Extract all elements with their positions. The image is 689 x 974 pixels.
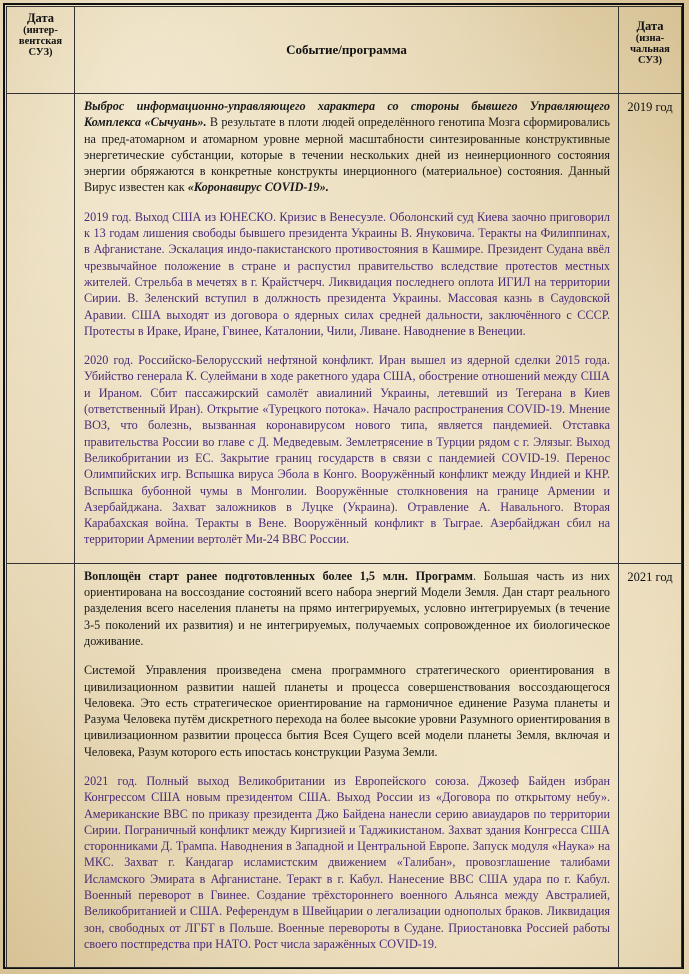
header-date-title: Дата xyxy=(636,19,664,33)
control-system-paragraph: Системой Управления произведена смена программного стратегического ориентирования в цивилизационном развитии нашей планеты и процесса совершенствования воссоздающегося Человека. Это есть стратегическое ориентирование на гармоничное единение Разума планеты и Разума Человека путём дискретного перехода на более высокие уровни Разумного ориентирования в цивилизационном развитии процесса бытия Всея Сущего всей модели планеты Земля, включая и Человека, Разум которого есть ипостась конструкции Разума Земли. xyxy=(84,663,610,759)
date-interventional-cell xyxy=(7,94,75,564)
header-date-original xyxy=(619,7,682,94)
table-header-row xyxy=(7,7,682,94)
lead-heading: Выброс информационно-управляющего характера со стороны бывшего Управляющего Комплекса «Сычуань». xyxy=(84,99,610,130)
lead-text: . Большая часть из них ориентирована на воссоздание состояний всего набора энергий Модели Земля. Дан старт реального разделения всего населения планеты на прямо интегрируемых, условно интегрируемых (в течение 3-5 поколений их развития) и не интегрируемых, получаемых сопровожденное их биологическое доживание. xyxy=(84,568,610,648)
lead-paragraph xyxy=(84,98,610,196)
event-cell xyxy=(75,94,619,564)
table-row xyxy=(7,563,682,968)
year-cell: 2019 год xyxy=(619,94,682,564)
year-cell: 2021 год xyxy=(619,563,682,968)
header-date-title: Дата xyxy=(26,11,55,25)
lead-paragraph xyxy=(84,568,610,649)
lead-text: В результате в плоти людей определённого генотипа Мозга сформировались на пред-атомарном и атомарном уровне мерной масштабности синтезированные конструктивные энергетические субстанции, которые в течении нескольких дней из неинерционного состояния энергии обряжаются в конкретные конструкты инерционного (материальное) состояния. Данный Вирус известен как xyxy=(84,115,610,195)
header-event-program: Событие/программа xyxy=(75,7,619,94)
header-date-subtitle: (интер-вентская СУЗ) xyxy=(18,25,63,58)
table-row xyxy=(7,94,682,564)
virus-name: «Коронавирус COVID-19». xyxy=(187,180,329,195)
date-interventional-cell xyxy=(7,563,75,968)
lead-heading: Воплощён старт ранее подготовленных более 1,5 млн. Программ xyxy=(84,568,473,583)
event-cell xyxy=(75,563,619,968)
events-2019: 2019 год. Выход США из ЮНЕСКО. Кризис в Венесуэле. Оболонский суд Киева заочно приговорил к 13 годам лишения свободы бывшего президента Украины В. Януковича. Теракты на Филиппинах, в Афганистане. Эскалация индо-пакистанского противостояния в Кашмире. Президент Судана ввёл чрезвычайное положение в стране и распустил правительство вследствие протестов местных жителей. Стрельба в мечетях в г. Крайстчерч. Ликвидация последнего оплота ИГИЛ на территории Сирии. В. Зеленский вступил в должность президента Украины. Массовая казнь в Саудовской Аравии. США выходят из договора о ядерных силах средней дальности, заключённого с СССР. Протесты в Ираке, Иране, Гвинее, Каталонии, Чили, Ливане. Наводнение в Венеции. xyxy=(84,209,610,338)
header-date-subtitle: (изна-чальная СУЗ) xyxy=(630,33,670,66)
events-2021: 2021 год. Полный выход Великобритании из Европейского союза. Джозеф Байден избран Конгрессом США новым президентом США. Выход России из «Договора по открытому небу». Американские ВВС по приказу президента Джо Байдена нанесли серию авиаударов по территории Сирии. Пограничный конфликт между Киргизией и Таджикистаном. Захват здания Конгресса США сторонниками Д. Трампа. Наводнения в Западной и Центральной Европе. Запуск модуля «Наука» на МКС. Захват г. Кандагар исламистским движением «Талибан», провозглашение талибами Исламского Эмирата в Афганистане. Теракт в г. Кабул. Нанесение ВВС США удара по г. Кабул. Военный переворот в Гвинее. Создание трёхстороннего военного Альянса между Австралией, Великобританией и США. Референдум в Швейцарии о легализации однополых браков. Ликвидация зон, свободных от ЛГБТ в Польше. Военные перевороты в Судане. Приостановка Россией работы своего постпредства при НАТО. Рост числа заражённых COVID-19. xyxy=(84,773,610,951)
chronology-table xyxy=(6,6,682,968)
header-date-interventional xyxy=(7,7,75,94)
events-2020: 2020 год. Российско-Белорусский нефтяной конфликт. Иран вышел из ядерной сделки 2015 года. Убийство генерала К. Сулеймани в ходе ракетного удара США, обострение отношений между США и Ираном. Сбит пассажирский самолёт авиалиний Украины, летевший из Тегерана в Киев (ответственный Иран). Открытие «Турецкого потока». Начало распространения COVID-19. Мнение ВОЗ, что болезнь, вызванная коронавирусом нового типа, является пандемией. Отставка правительства России во главе с Д. Медведевым. Землетрясение в Турции рядом с г. Элязыг. Выход Великобритании из ЕС. Закрытие границ государств в связи с пандемией COVID-19. Перенос Олимпийских игр. Вспышка вируса Эбола в Конго. Вооружённый конфликт между Индией и КНР. Вспышка бубонной чумы в Монголии. Вооружённые столкновения на границе Армении и Азербайджана. Захват заложников в Луцке (Украина). Отравление А. Навального. Вторая Карабахская война. Теракты в Вене. Вооружённый конфликт в Тыграе. Азербайджан сбил на территории Армении вертолёт Ми-24 ВВС России. xyxy=(84,353,610,547)
